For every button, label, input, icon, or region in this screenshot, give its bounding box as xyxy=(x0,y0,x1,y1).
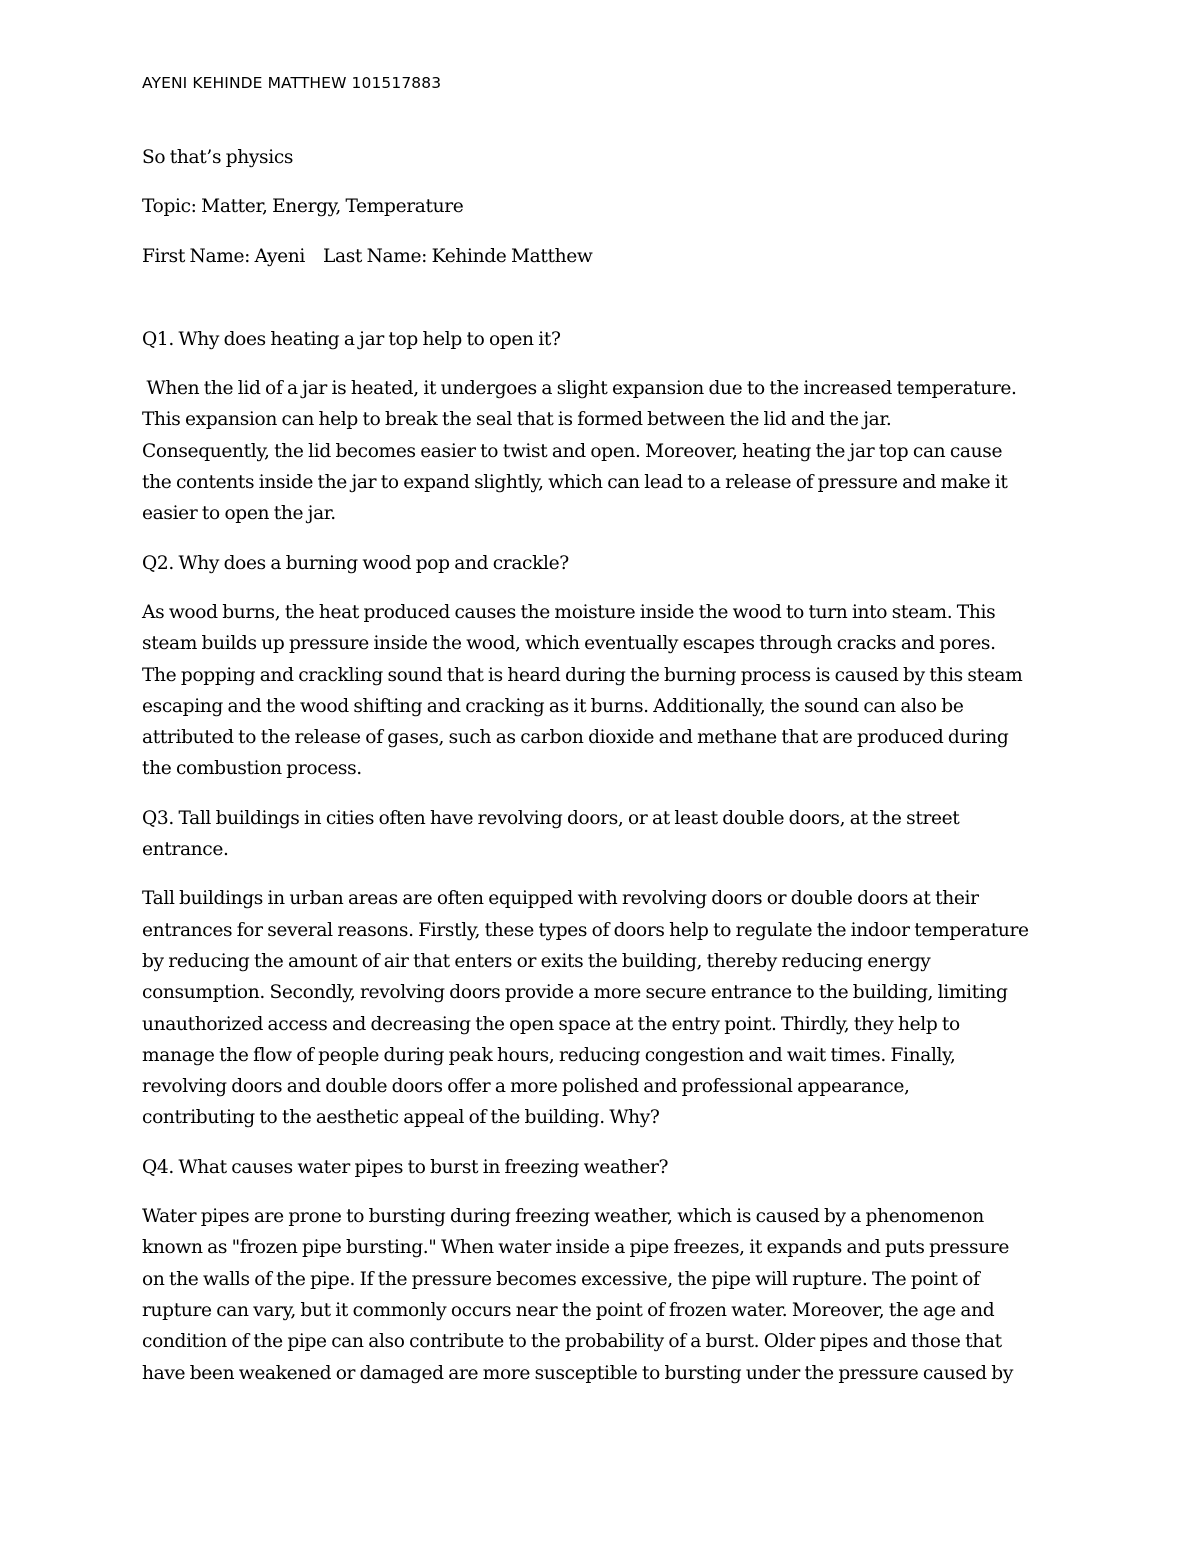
document-title: So that’s physics xyxy=(142,147,294,168)
answer-line: The popping and crackling sound that is heard during the burning process is caused by this steam xyxy=(142,664,1023,686)
answer-4 xyxy=(142,1201,1067,1389)
document-body xyxy=(142,142,1067,1389)
question-1 xyxy=(142,324,1067,355)
topic-line: Topic: Matter, Energy, Temperature xyxy=(142,196,464,218)
answer-line: consumption. Secondly, revolving doors provide a more secure entrance to the building, limiting xyxy=(142,982,1008,1004)
answer-line: attributed to the release of gases, such as carbon dioxide and methane that are produced during xyxy=(142,727,1009,749)
question-4 xyxy=(142,1152,1067,1183)
question-line: Q3. Tall buildings in cities often have revolving doors, or at least double doors, at the street xyxy=(142,807,960,829)
answer-line: steam builds up pressure inside the wood, which eventually escapes through cracks and pores. xyxy=(142,633,996,655)
answer-line: Water pipes are prone to bursting during freezing weather, which is caused by a phenomenon xyxy=(142,1206,984,1228)
answer-line: entrances for several reasons. Firstly, these types of doors help to regulate the indoor temperature xyxy=(142,919,1029,941)
name-line xyxy=(142,241,1067,272)
answer-line: escaping and the wood shifting and cracking as it burns. Additionally, the sound can also be xyxy=(142,695,964,717)
question-2 xyxy=(142,548,1067,579)
last-name: Last Name: Kehinde Matthew xyxy=(322,245,593,267)
answer-line: rupture can vary, but it commonly occurs near the point of frozen water. Moreover, the age and xyxy=(142,1299,995,1321)
answer-line: When the lid of a jar is heated, it undergoes a slight expansion due to the increased temperature. xyxy=(142,378,1017,400)
answer-line: Consequently, the lid becomes easier to twist and open. Moreover, heating the jar top can cause xyxy=(142,440,1003,462)
answer-line: the combustion process. xyxy=(142,758,362,780)
answer-line: This expansion can help to break the seal that is formed between the lid and the jar. xyxy=(142,409,892,431)
first-name: First Name: Ayeni xyxy=(142,245,305,267)
answer-line: Tall buildings in urban areas are often equipped with revolving doors or double doors at their xyxy=(142,888,979,910)
answer-line: on the walls of the pipe. If the pressure becomes excessive, the pipe will rupture. The point of xyxy=(142,1268,980,1290)
answer-line: contributing to the aesthetic appeal of the building. Why? xyxy=(142,1107,660,1129)
question-line: Q2. Why does a burning wood pop and crackle? xyxy=(142,552,569,574)
answer-3 xyxy=(142,883,1067,1133)
answer-line: by reducing the amount of air that enters or exits the building, thereby reducing energy xyxy=(142,950,931,972)
question-line: Q4. What causes water pipes to burst in freezing weather? xyxy=(142,1156,669,1178)
answer-line: condition of the pipe can also contribute to the probability of a burst. Older pipes and those that xyxy=(142,1331,1002,1353)
question-line: Q1. Why does heating a jar top help to open it? xyxy=(142,328,561,350)
question-3 xyxy=(142,803,1067,866)
answer-2 xyxy=(142,597,1067,785)
question-line: entrance. xyxy=(142,839,229,861)
answer-line: manage the flow of people during peak hours, reducing congestion and wait times. Finally, xyxy=(142,1044,956,1066)
answer-1 xyxy=(142,373,1067,529)
answer-line: revolving doors and double doors offer a more polished and professional appearance, xyxy=(142,1076,910,1098)
document-page xyxy=(142,70,1067,1407)
answer-line: easier to open the jar. xyxy=(142,503,336,525)
spacer xyxy=(142,290,1067,324)
answer-line: known as "frozen pipe bursting." When water inside a pipe freezes, it expands and puts pressure xyxy=(142,1237,1010,1259)
answer-line: the contents inside the jar to expand slightly, which can lead to a release of pressure and make it xyxy=(142,472,1008,494)
answer-line: unauthorized access and decreasing the open space at the entry point. Thirdly, they help to xyxy=(142,1013,960,1035)
answer-line: have been weakened or damaged are more susceptible to bursting under the pressure caused by xyxy=(142,1362,1013,1384)
answer-line: As wood burns, the heat produced causes the moisture inside the wood to turn into steam. This xyxy=(142,601,996,623)
author-header: AYENI KEHINDE MATTHEW 101517883 xyxy=(142,74,442,92)
